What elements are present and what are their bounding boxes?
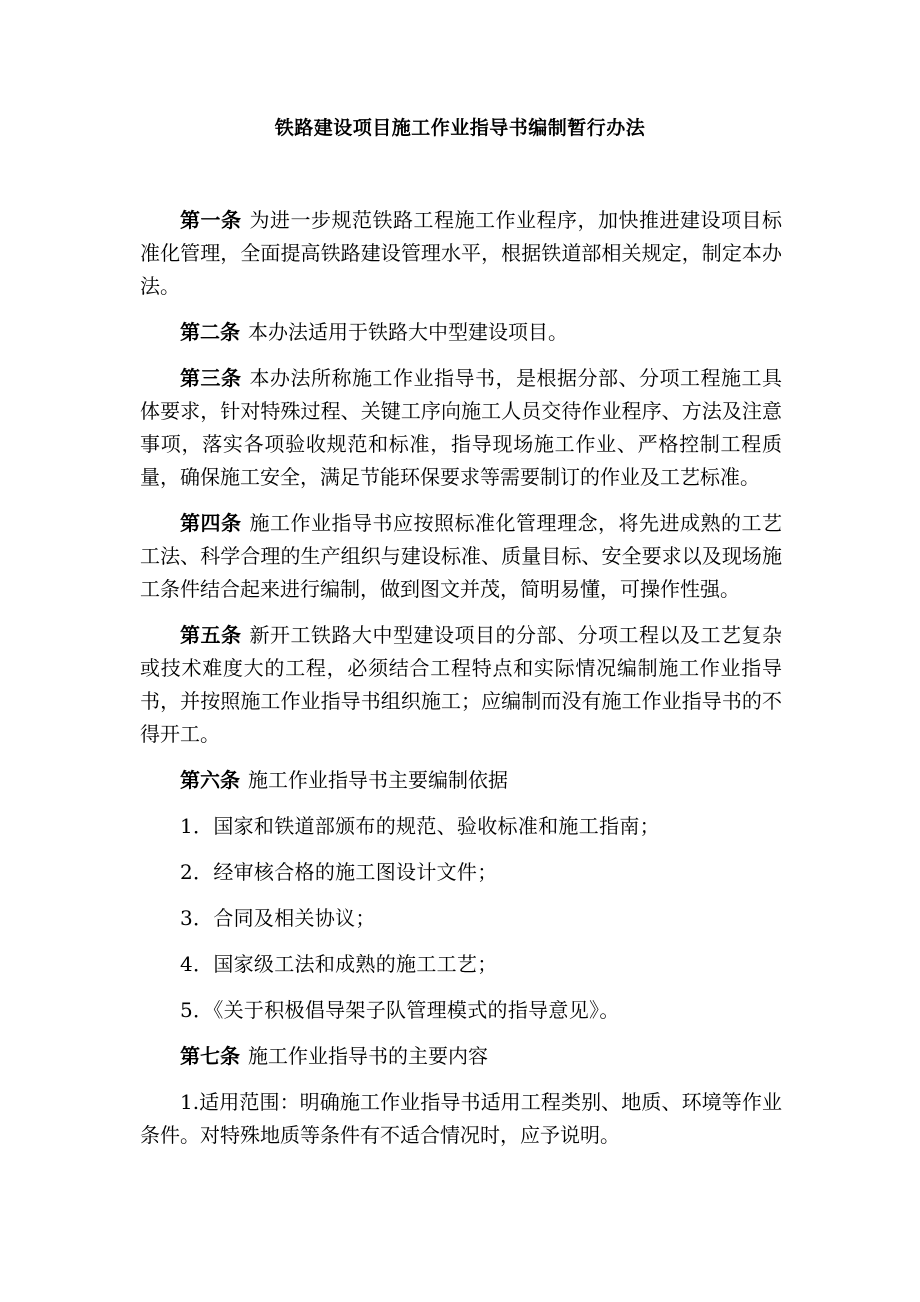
article-5: [140, 619, 782, 751]
article-label: 第七条: [180, 1044, 240, 1068]
article-text: 本办法所称施工作业指导书，是根据分部、分项工程施工具体要求，针对特殊过程、关键工序向施工人员交待作业程序、方法及注意事项，落实各项验收规范和标准，指导现场施工作业、严格控制工程质量，确保施工安全，满足节能环保要求等需要制订的作业及工艺标准。: [140, 366, 782, 489]
article-label: 第二条: [180, 320, 240, 344]
list-item: 5．《关于积极倡导架子队管理模式的指导意见》。: [180, 998, 620, 1022]
article-label: 第一条: [180, 208, 242, 232]
article-text: 为进一步规范铁路工程施工作业程序，加快推进建设项目标准化管理，全面提高铁路建设管理水平，根据铁道部相关规定，制定本办法。: [140, 208, 782, 298]
document-body: [140, 204, 782, 1165]
article-7: [140, 1040, 782, 1073]
article-6: [140, 764, 782, 797]
article-text: 本办法适用于铁路大中型建设项目。: [248, 320, 568, 344]
article-label: 第五条: [180, 623, 242, 647]
article-4: [140, 507, 782, 606]
article-text: 新开工铁路大中型建设项目的分部、分项工程以及工艺复杂或技术难度大的工程，必须结合工程特点和实际情况编制施工作业指导书，并按照施工作业指导书组织施工；应编制而没有施工作业指导书的不得开工。: [140, 623, 782, 746]
document-title: 铁路建设项目施工作业指导书编制暂行办法: [274, 117, 646, 139]
list-item: 3．合同及相关协议；: [180, 906, 376, 930]
list-item: 1．国家和铁道部颁布的规范、验收标准和施工指南；: [180, 814, 660, 838]
article-text: 施工作业指导书应按照标准化管理理念，将先进成熟的工艺工法、科学合理的生产组织与建设标准、质量目标、安全要求以及现场施工条件结合起来进行编制，做到图文并茂，简明易懂，可操作性强。: [140, 511, 782, 601]
list-item: 1.适用范围：明确施工作业指导书适用工程类别、地质、环境等作业条件。对特殊地质等条件有不适合情况时，应予说明。: [140, 1090, 782, 1147]
article-label: 第四条: [180, 511, 242, 535]
list-item: 2．经审核合格的施工图设计文件；: [180, 860, 498, 884]
article-1: [140, 204, 782, 303]
article-text: 施工作业指导书的主要内容: [248, 1044, 488, 1068]
article-label: 第三条: [180, 366, 242, 390]
article-label: 第六条: [180, 768, 240, 792]
article-text: 施工作业指导书主要编制依据: [248, 768, 508, 792]
list-item: 4．国家级工法和成熟的施工工艺；: [180, 952, 498, 976]
article-2: [140, 316, 782, 349]
article-3: [140, 362, 782, 494]
